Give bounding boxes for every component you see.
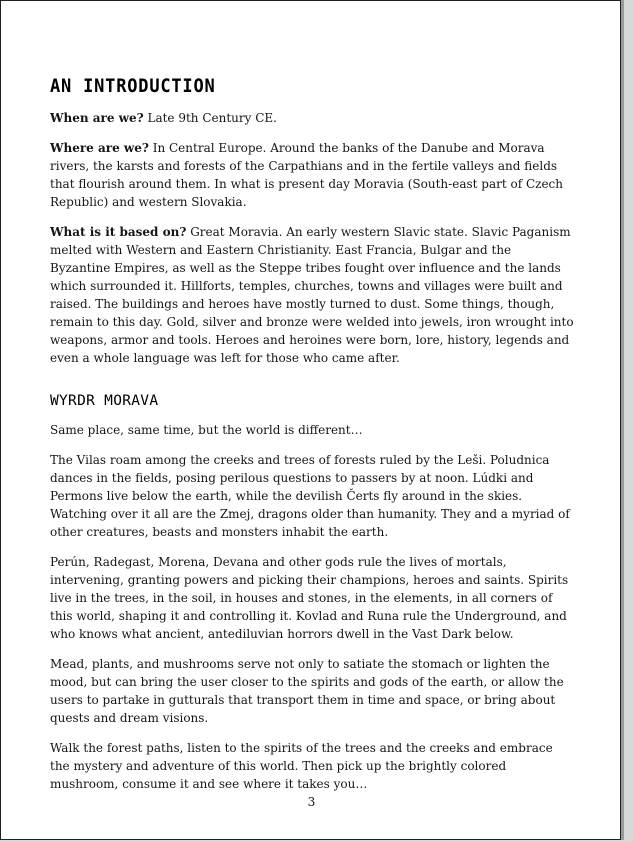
wyrdr-paragraph: Perún, Radegast, Morena, Devana and other gods rule the lives of mortals, intervening, granting powers and picking their champions, heroes and saints. Spirits live in the trees, in the soil, in houses and stones, in the elements, in all corners of this world, shaping it and controlling it. Kovlad and Runa rule the Underground, and who knows what ancient, antediluvian horrors dwell in the Vast Dark below. xyxy=(50,555,569,641)
where-text: In Central Europe. Around the banks of the Danube and Morava rivers, the karsts and forests of the Carpathians and in the fertile valleys and fields that flourish around them. In what is present day Moravia (South-east part of Czech Republic) and western Slovakia. xyxy=(50,141,564,209)
wyrdr-paragraph: Walk the forest paths, listen to the spirits of the trees and the creeks and embrace the mystery and adventure of this world. Then pick up the brightly colored mushroom, consume it and see where it takes you… xyxy=(50,741,553,791)
wyrdr-paragraph: Mead, plants, and mushrooms serve not only to satiate the stomach or lighten the mood, but can bring the user closer to the spirits and gods of the earth, or allow the users to partake in gutturals that transport them in time and space, or bring about quests and dream visions. xyxy=(50,657,564,725)
where-label: Where are we? xyxy=(50,141,149,155)
wyrdr-morava-heading: WYRDR MORAVA xyxy=(50,393,159,409)
page-content xyxy=(50,76,575,805)
wyrdr-paragraph: Same place, same time, but the world is different… xyxy=(50,423,363,437)
based-on-label: What is it based on? xyxy=(50,225,187,239)
when-label: When are we? xyxy=(50,111,144,125)
when-text: Late 9th Century CE. xyxy=(147,111,277,125)
where-paragraph xyxy=(50,139,575,211)
based-on-paragraph xyxy=(50,223,575,367)
based-on-text: Great Moravia. An early western Slavic state. Slavic Paganism melted with Western and Eastern Christianity. East Francia, Bulgar and the Byzantine Empires, as well as the Steppe tribes fought over influence and the lands which surrounded it. Hillforts, temples, churches, towns and villages were built and raised. The buildings and heroes have mostly turned to dust. Some things, though, remain to this day. Gold, silver and bronze were welded into jewels, iron wrought into weapons, armor and tools. Heroes and heroines were born, lore, history, legends and even a whole language was left for those who came after. xyxy=(50,225,574,365)
introduction-heading: AN INTRODUCTION xyxy=(50,76,216,98)
when-paragraph xyxy=(50,109,575,127)
wyrdr-paragraph: The Vilas roam among the creeks and trees of forests ruled by the Leši. Poludnica dances in the fields, posing perilous questions to passers by at noon. Lúdki and Permons live below the earth, while the devilish Čerts fly around in the skies. Watching over it all are the Zmej, dragons older than humanity. They and a myriad of other creatures, beasts and monsters inhabit the earth. xyxy=(50,453,570,539)
page-number: 3 xyxy=(307,795,316,809)
